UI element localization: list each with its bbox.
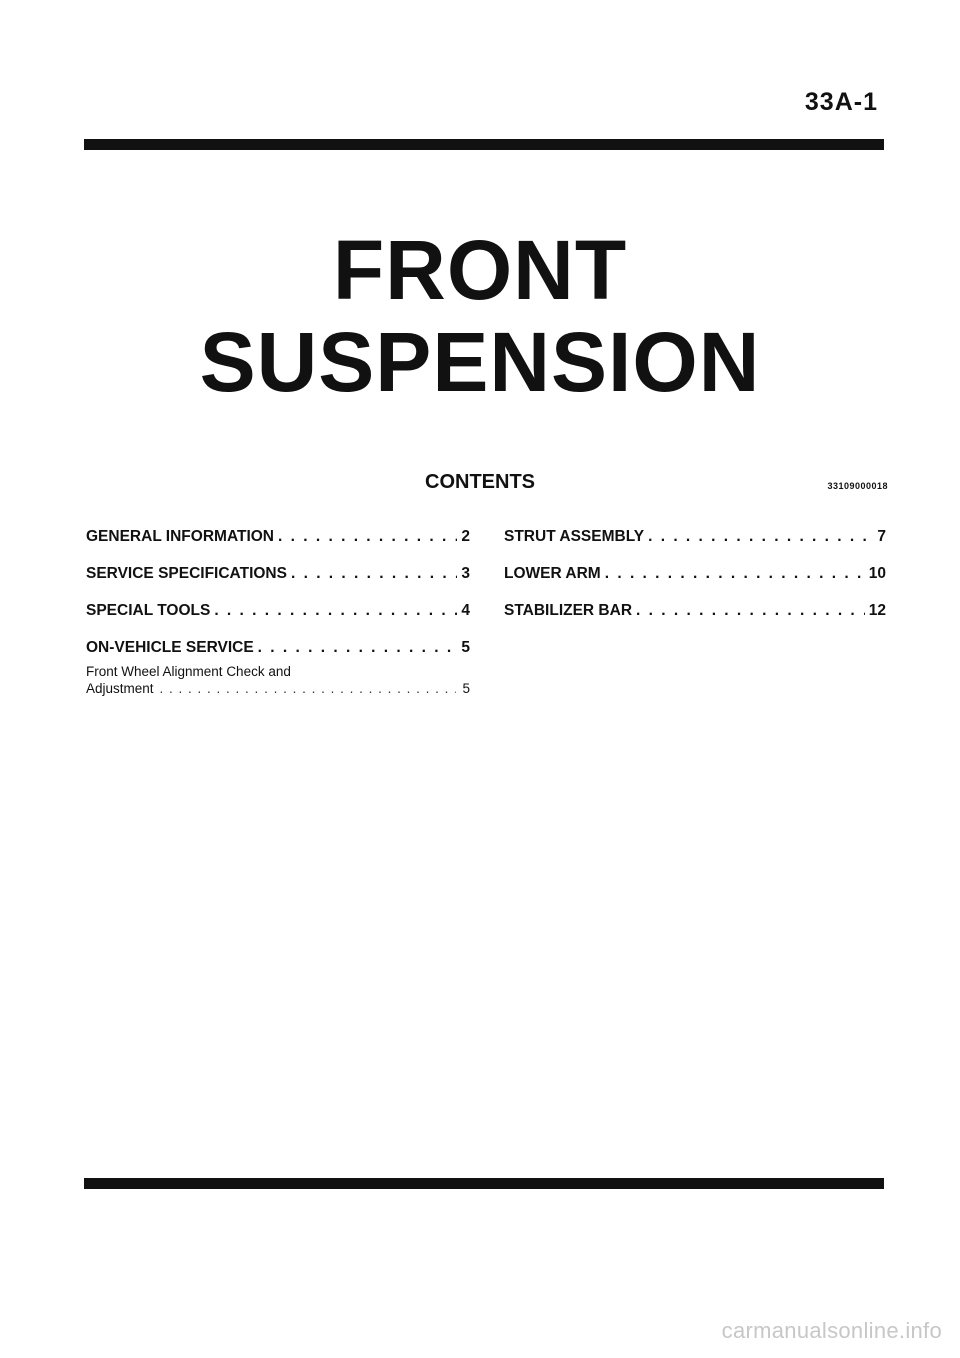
document-code: 33109000018	[827, 481, 888, 491]
toc-entry-on-vehicle-service[interactable]	[86, 639, 470, 659]
title-line-1: FRONT	[332, 223, 628, 317]
toc-label: SPECIAL TOOLS	[86, 602, 211, 619]
page-title	[0, 223, 960, 412]
contents-right-column	[504, 528, 886, 639]
toc-entry-special-tools[interactable]	[86, 602, 470, 622]
toc-label: GENERAL INFORMATION	[86, 528, 275, 545]
toc-label: STRUT ASSEMBLY	[504, 528, 645, 545]
contents-left-column	[86, 528, 470, 697]
toc-entry-lower-arm[interactable]	[504, 565, 886, 585]
toc-entry-stabilizer-bar[interactable]	[504, 602, 886, 622]
toc-page: 5	[461, 639, 470, 656]
toc-page: 3	[461, 565, 470, 582]
toc-sub-page: 5	[462, 681, 470, 696]
leader-dots	[278, 528, 457, 546]
toc-label: ON-VEHICLE SERVICE	[86, 639, 254, 656]
top-divider	[84, 139, 884, 150]
toc-label: LOWER ARM	[504, 565, 601, 582]
page-number: 33A-1	[804, 88, 878, 116]
toc-subentry-wheel-alignment[interactable]	[86, 663, 470, 697]
toc-page: 12	[868, 602, 886, 619]
toc-page: 2	[461, 528, 470, 545]
leader-dots	[214, 602, 457, 620]
toc-page: 4	[461, 602, 470, 619]
leader-dots	[636, 602, 865, 620]
leader-dots	[291, 565, 457, 583]
contents-heading: CONTENTS	[425, 471, 535, 493]
toc-page: 7	[877, 528, 886, 545]
leader-dots	[648, 528, 873, 546]
watermark: carmanualsonline.info	[721, 1318, 942, 1343]
leader-dots	[605, 565, 865, 583]
toc-label: STABILIZER BAR	[504, 602, 633, 619]
toc-entry-general-information[interactable]	[86, 528, 470, 548]
toc-entry-service-specifications[interactable]	[86, 565, 470, 585]
bottom-divider	[84, 1178, 884, 1189]
toc-sub-label-line-1: Front Wheel Alignment Check and	[86, 664, 291, 679]
leader-dots	[160, 680, 457, 697]
toc-label: SERVICE SPECIFICATIONS	[86, 565, 287, 582]
toc-entry-strut-assembly[interactable]	[504, 528, 886, 548]
toc-page: 10	[868, 565, 886, 582]
leader-dots	[258, 639, 458, 657]
title-line-2: SUSPENSION	[199, 315, 761, 409]
toc-sub-label-line-2: Adjustment	[86, 681, 154, 696]
